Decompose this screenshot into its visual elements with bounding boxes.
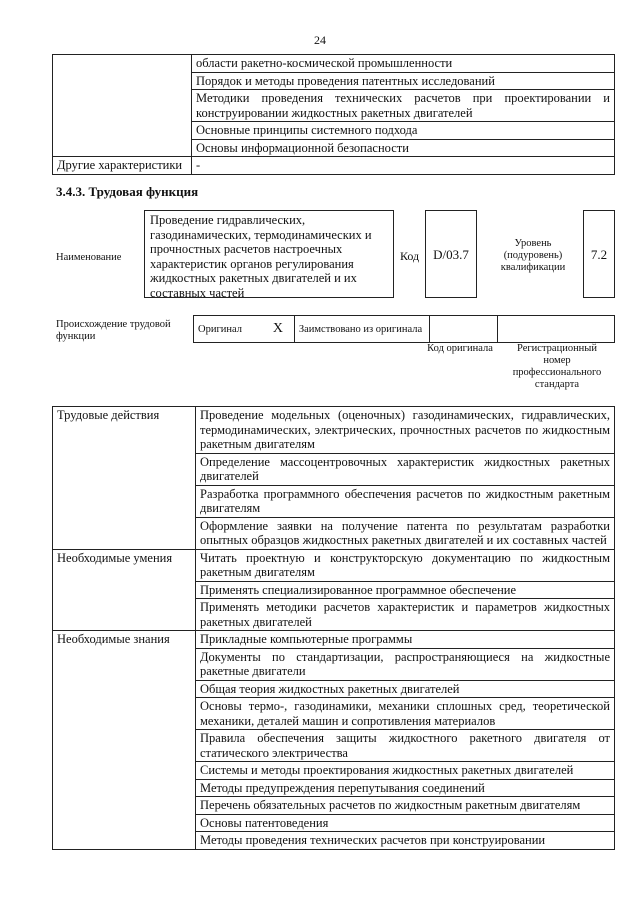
reg-caption: Регистрационный номер профессионального стандарта: [512, 343, 602, 390]
table-cell: области ракетно-космической промышленности: [192, 55, 615, 73]
code-label: Код: [400, 249, 420, 263]
table-cell-empty: [53, 55, 192, 157]
table-cell: Разработка программного обеспечения расчетов по жидкостным ракетным двигателям: [196, 485, 615, 517]
other-characteristics-label: Другие характеристики: [53, 157, 192, 175]
origin-table: [193, 315, 615, 343]
code-caption: Код оригинала: [427, 343, 493, 354]
origin-reg-cell: [498, 316, 615, 343]
table-cell: Основные принципы системного подхода: [192, 122, 615, 140]
name-label: Наименование: [56, 252, 122, 263]
table-cell: Методы проведения технических расчетов при конструировании: [196, 832, 615, 850]
original-label: Оригинал: [194, 316, 262, 343]
table-cell: Перечень обязательных расчетов по жидкостным ракетным двигателям: [196, 797, 615, 815]
level-value-box: 7.2: [583, 210, 615, 298]
level-label: Уровень (подуровень) квалификации: [500, 238, 566, 273]
table-cell: Системы и методы проектирования жидкостных ракетных двигателей: [196, 762, 615, 780]
table-cell: Оформление заявки на получение патента по результатам разработки опытных образцов жидкостных ракетных двигателей и их составных частей: [196, 517, 615, 549]
table-row: [53, 407, 615, 454]
page-number: 24: [314, 33, 326, 47]
table-cell: Основы информационной безопасности: [192, 139, 615, 157]
table-cell: Методы предупреждения перепутывания соединений: [196, 779, 615, 797]
table-row: [194, 316, 615, 343]
table-row: [53, 157, 615, 175]
other-characteristics-value: -: [192, 157, 615, 175]
code-value-box: D/03.7: [425, 210, 477, 298]
table-cell: Применять специализированное программное обеспечение: [196, 581, 615, 599]
table-cell: Общая теория жидкостных ракетных двигателей: [196, 680, 615, 698]
table-cell: Проведение модельных (оценочных) газодинамических, гидравлических, термодинамических, электрических, прочностных расчетов по жидкостным ракетным двигателям: [196, 407, 615, 454]
table-row: [53, 55, 615, 73]
table-cell: Методики проведения технических расчетов при проектировании и конструировании жидкостных ракетных двигателей: [192, 90, 615, 122]
origin-code-cell: [429, 316, 498, 343]
main-table: [52, 406, 615, 850]
table-row: [53, 549, 615, 581]
origin-label: Происхождение трудовой функции: [56, 319, 171, 342]
section-title: 3.4.3. Трудовая функция: [56, 184, 199, 199]
group-label: Необходимые знания: [53, 631, 196, 850]
group-label: Трудовые действия: [53, 407, 196, 550]
original-mark: X: [262, 316, 294, 343]
table-cell: Читать проектную и конструкторскую документацию по жидкостным ракетным двигателям: [196, 549, 615, 581]
group-label: Необходимые умения: [53, 549, 196, 631]
top-table: [52, 54, 615, 175]
table-cell: Определение массоцентровочных характеристик жидкостных ракетных двигателей: [196, 453, 615, 485]
table-cell: Порядок и методы проведения патентных исследований: [192, 72, 615, 90]
table-cell: Основы термо-, газодинамики, механики сплошных сред, теоретической механики, деталей машин и сопротивления материалов: [196, 698, 615, 730]
table-cell: Документы по стандартизации, распространяющиеся на жидкостные ракетные двигатели: [196, 648, 615, 680]
borrowed-label: Заимствовано из оригинала: [294, 316, 429, 343]
table-cell: Основы патентоведения: [196, 814, 615, 832]
table-cell: Прикладные компьютерные программы: [196, 631, 615, 649]
function-name-box: Проведение гидравлических, газодинамических, термодинамических и прочностных расчетов настроечных характеристик органов регулирования жидкостных ракетных двигателей и их составных частей: [144, 210, 394, 298]
table-cell: Правила обеспечения защиты жидкостного ракетного двигателя от статического электричества: [196, 730, 615, 762]
table-row: [53, 631, 615, 649]
table-cell: Применять методики расчетов характеристик и параметров жидкостных ракетных двигателей: [196, 599, 615, 631]
